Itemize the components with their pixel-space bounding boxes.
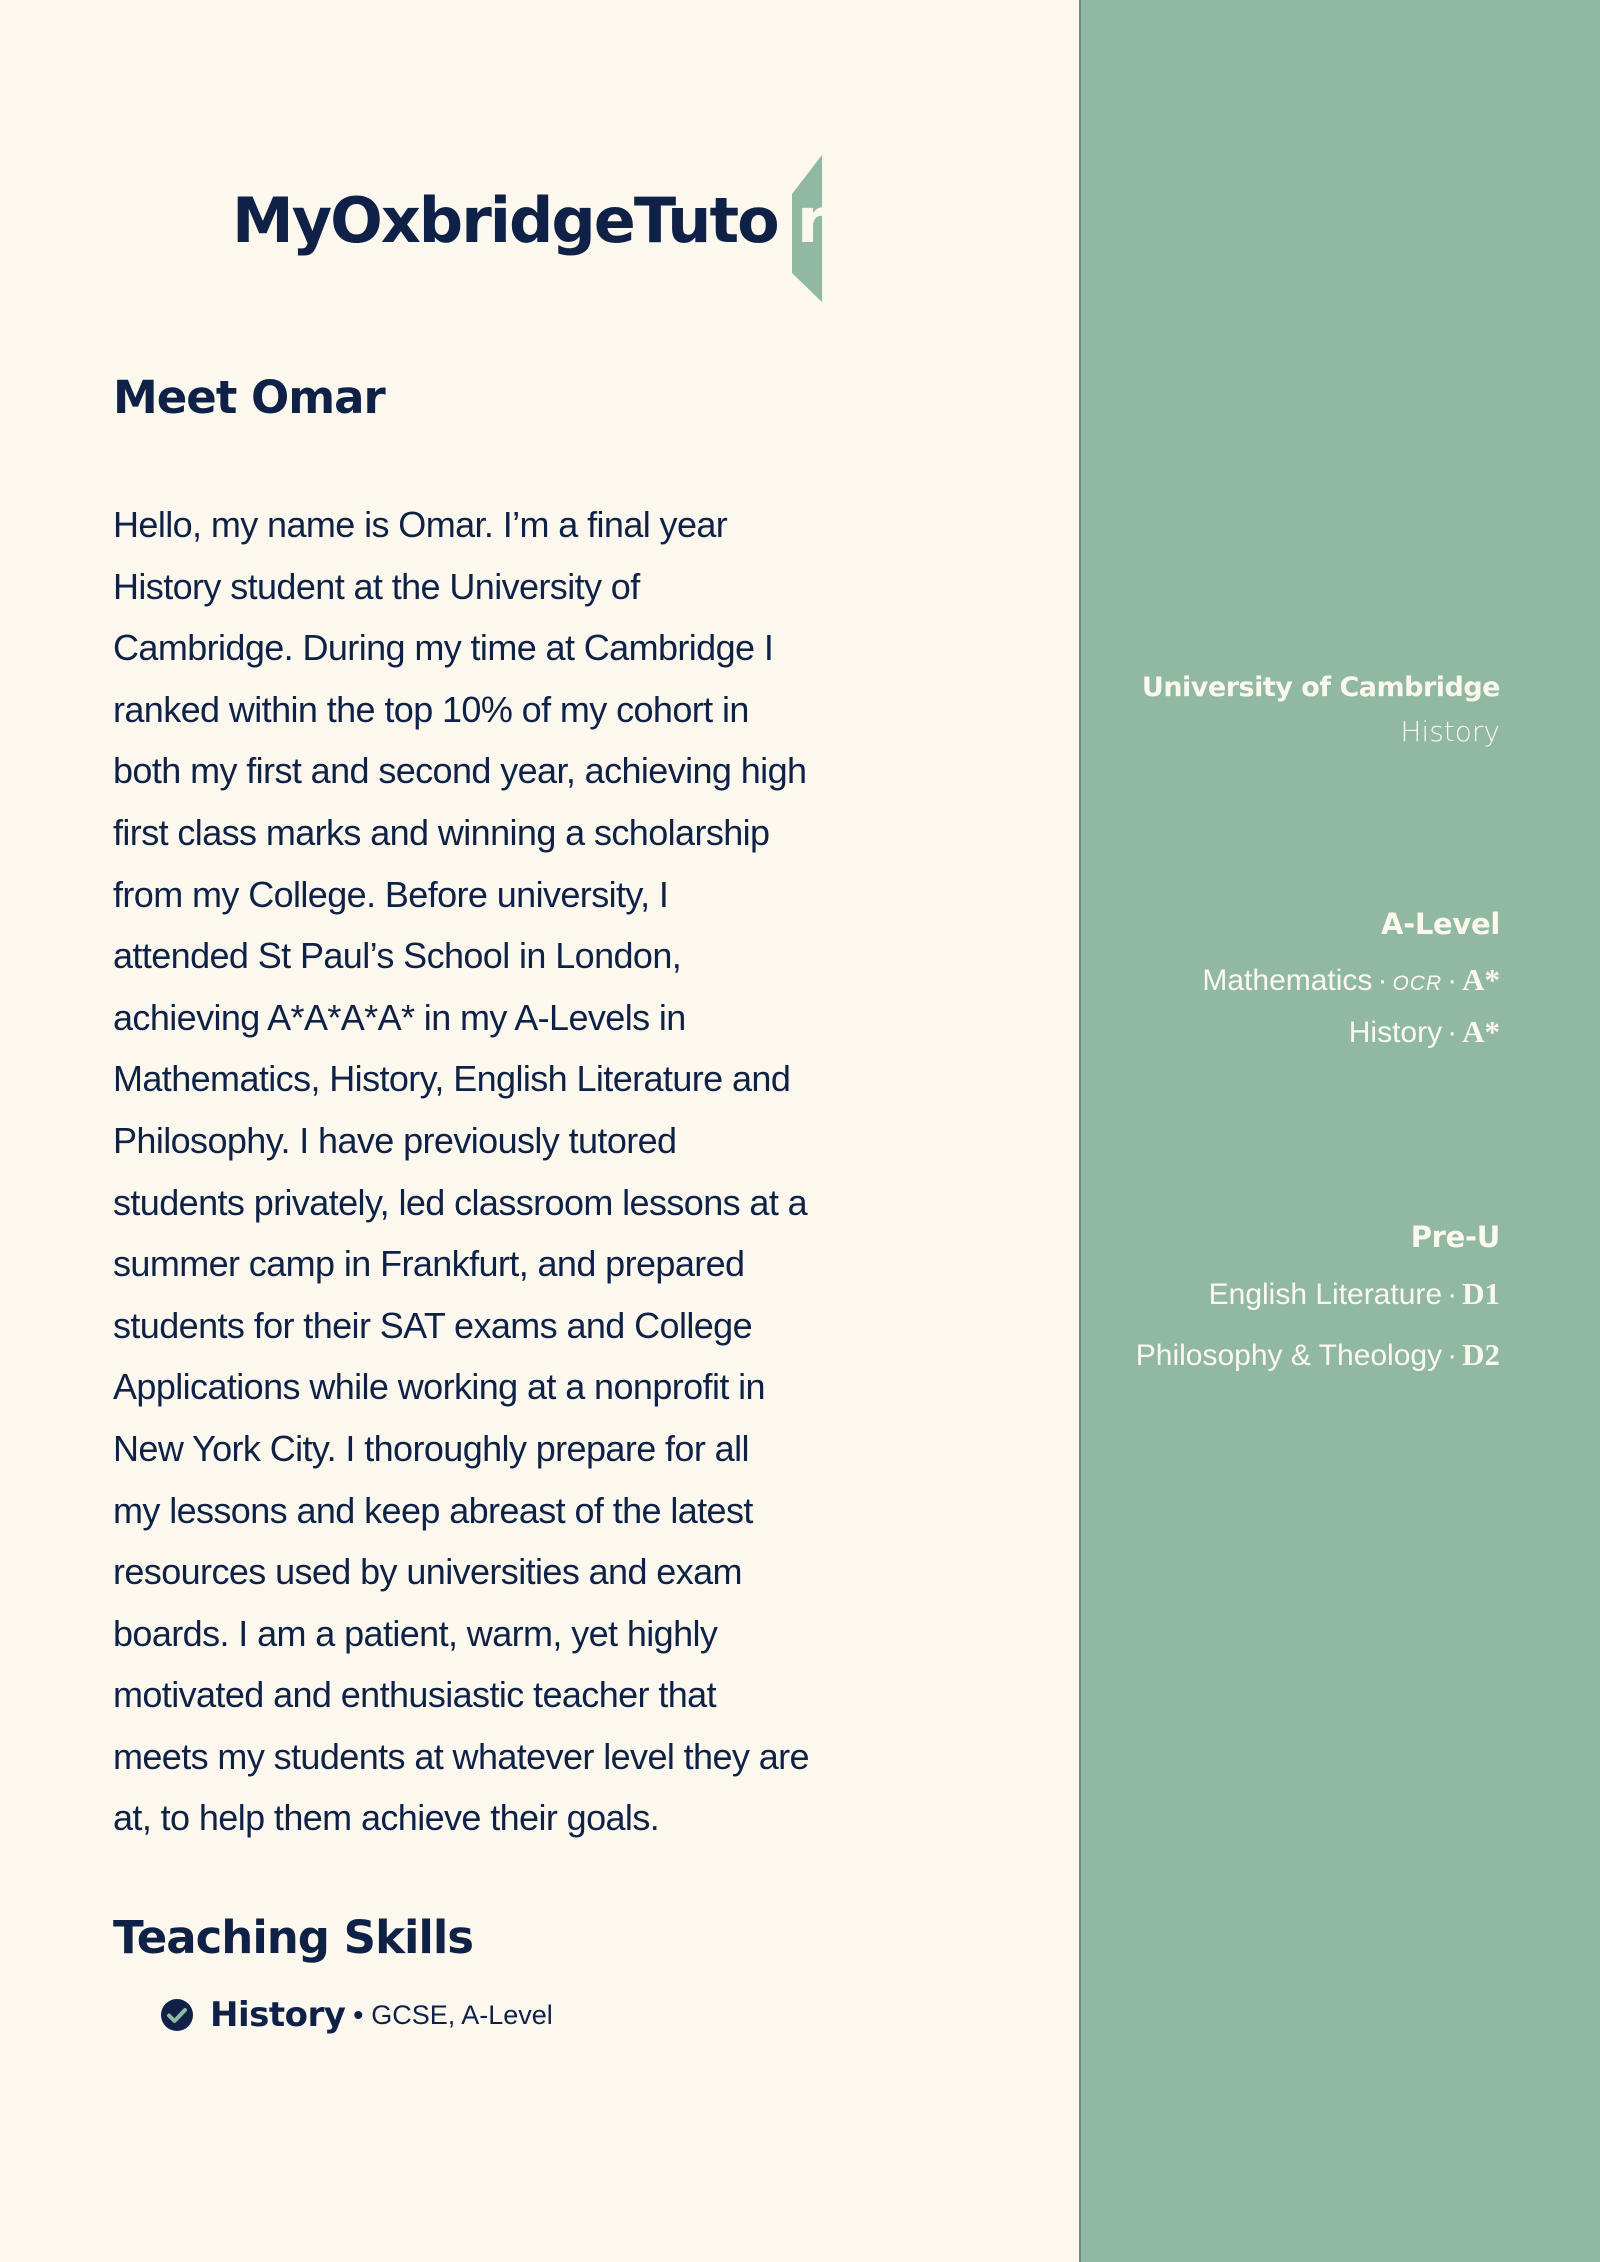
skill-item xyxy=(160,1995,553,2035)
bio-line: attended St Paul’s School in London, xyxy=(113,935,682,977)
bio-line: at, to help them achieve their goals. xyxy=(113,1797,660,1839)
separator-dot: · xyxy=(1447,1278,1458,1311)
qualification-title-alevel: A-Level xyxy=(1380,907,1500,941)
bio-line: students privately, led classroom lessons at a xyxy=(113,1181,808,1223)
logo-wordmark: MyOxbridgeTuto xyxy=(232,184,778,257)
bio-line: ranked within the top 10% of my cohort in xyxy=(113,688,749,730)
qualification-result xyxy=(1209,1274,1500,1315)
bio-line: from my College. Before university, I xyxy=(113,873,669,915)
check-circle-icon xyxy=(160,1998,194,2032)
bio-line: both my first and second year, achieving high xyxy=(113,750,807,792)
brand-logo xyxy=(232,155,852,300)
page-title: Meet Omar xyxy=(113,371,385,424)
bio-line: History student at the University of xyxy=(113,565,640,607)
bio-line: Mathematics, History, English Literature and xyxy=(113,1058,791,1100)
result-subject: History xyxy=(1348,1016,1443,1049)
bio-line: Cambridge. During my time at Cambridge I xyxy=(113,627,774,669)
bio-line: meets my students at whatever level they are xyxy=(113,1735,809,1777)
result-subject: Philosophy & Theology xyxy=(1135,1339,1443,1372)
bio-line: students for their SAT exams and College xyxy=(113,1304,753,1346)
skill-subject: History xyxy=(210,1995,346,2035)
skill-separator: • xyxy=(353,1999,364,2030)
qualification-title-preu: Pre-U xyxy=(1410,1220,1500,1254)
teaching-skills-heading: Teaching Skills xyxy=(113,1911,474,1964)
separator-dot: · xyxy=(1447,964,1458,997)
university-name: University of Cambridge xyxy=(1141,672,1500,703)
qualification-result xyxy=(1349,1012,1500,1053)
bio-line: Hello, my name is Omar. I’m a final year xyxy=(113,504,728,545)
result-subject: Mathematics xyxy=(1202,964,1373,997)
bio-line: first class marks and winning a scholarship xyxy=(113,811,770,853)
bio-line: New York City. I thoroughly prepare for all xyxy=(113,1427,749,1469)
result-grade: A* xyxy=(1462,1014,1500,1049)
exam-board: OCR xyxy=(1392,972,1443,995)
separator-dot: · xyxy=(1377,964,1388,997)
bio-line: motivated and enthusiastic teacher that xyxy=(113,1674,716,1716)
qualification-result xyxy=(1202,960,1500,1004)
bio-paragraph xyxy=(113,494,933,1849)
bio-line: Applications while working at a nonprofit in xyxy=(113,1366,765,1408)
skill-levels: GCSE, A-Level xyxy=(371,1999,553,2030)
separator-dot: · xyxy=(1447,1339,1458,1372)
profile-sidebar xyxy=(1079,0,1600,2262)
bio-line: Philosophy. I have previously tutored xyxy=(113,1119,677,1161)
result-grade: D1 xyxy=(1462,1276,1500,1311)
result-subject: English Literature xyxy=(1208,1278,1443,1311)
bio-line: resources used by universities and exam xyxy=(113,1551,742,1593)
bio-line: summer camp in Frankfurt, and prepared xyxy=(113,1243,745,1285)
bio-line: achieving A*A*A*A* in my A-Levels in xyxy=(113,996,686,1038)
result-grade: D2 xyxy=(1462,1337,1500,1372)
bio-line: boards. I am a patient, warm, yet highly xyxy=(113,1612,718,1654)
bio-line: my lessons and keep abreast of the latest xyxy=(113,1489,753,1531)
qualification-result xyxy=(1136,1335,1500,1376)
separator-dot: · xyxy=(1447,1016,1458,1049)
logo-last-letter: r xyxy=(797,184,828,257)
result-grade: A* xyxy=(1462,962,1500,997)
university-subject: History xyxy=(1400,715,1500,748)
